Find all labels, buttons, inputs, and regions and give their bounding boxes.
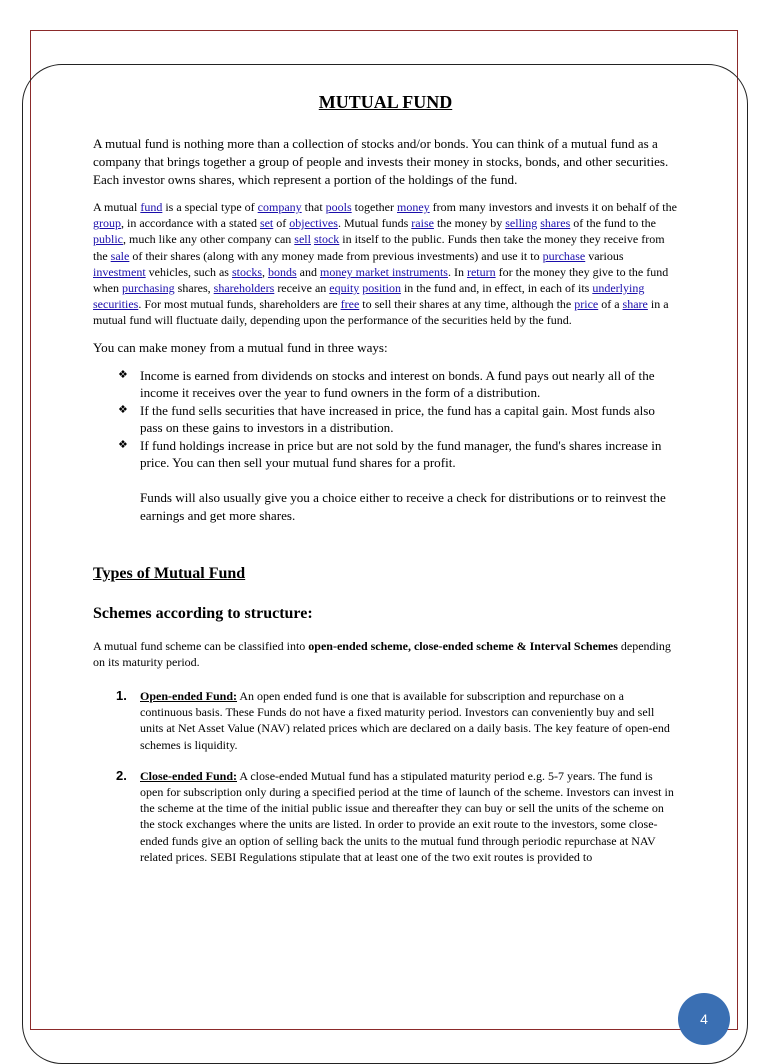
link-stocks[interactable]: stocks: [231, 264, 262, 279]
text-span: various: [585, 248, 624, 263]
link-objectives[interactable]: objectives: [289, 216, 338, 231]
list-item-text: Income is earned from dividends on stocks and interest on bonds. A fund pays out nearly all of the income it receives over the year to fund owners in the form of a distribution.: [140, 367, 655, 401]
link-sell[interactable]: sell: [294, 232, 311, 247]
text-span: A mutual: [93, 200, 141, 214]
list-item: [118, 437, 678, 472]
fund-label: Close-ended Fund:: [140, 768, 238, 783]
text-span: in itself to the public. Funds then take the money they receive from the: [93, 232, 665, 263]
text-span: . Mutual funds: [337, 216, 412, 231]
link-raise[interactable]: raise: [411, 216, 434, 231]
text-span: of the fund to the: [570, 216, 656, 231]
types-heading: Types of Mutual Fund: [93, 564, 246, 582]
link-set[interactable]: set: [259, 216, 274, 231]
text-span: in the fund and, in effect, in each of its: [400, 281, 593, 296]
text-span: of a: [598, 297, 623, 312]
diamond-bullet-icon: ❖: [118, 438, 128, 451]
fund-item-close-ended: [116, 767, 678, 865]
link-investment[interactable]: investment: [93, 264, 146, 279]
link-free[interactable]: free: [340, 297, 360, 312]
text-span: shares,: [174, 281, 214, 296]
fund-label: Open-ended Fund:: [140, 689, 238, 704]
link-money[interactable]: money: [397, 200, 430, 214]
link-selling[interactable]: selling: [505, 216, 538, 231]
link-public[interactable]: public: [93, 232, 123, 247]
schemes-paragraph: [93, 638, 678, 670]
text-span: . For most mutual funds, shareholders are: [138, 297, 341, 312]
list-number: 1.: [116, 688, 127, 704]
text-span: A mutual fund scheme can be classified into: [93, 638, 309, 653]
link-stock[interactable]: stock: [313, 232, 340, 247]
fund-description-bold-period: . Investors can conveniently buy and sell units at Net Asset Value (NAV) related prices which are declared on a daily basis. The key feature of open-end schemes is liquidity.: [140, 705, 670, 752]
text-span: of: [273, 216, 290, 231]
document-body: [93, 92, 678, 880]
text-span: that: [301, 200, 326, 214]
fund-item-open-ended: [116, 688, 678, 753]
link-fund[interactable]: fund: [140, 200, 163, 214]
list-item-text: If the fund sells securities that have increased in price, the fund has a capital gain. Most funds also pass on these gains to investors in a distribution.: [140, 402, 655, 436]
text-span: together: [351, 200, 397, 214]
text-span: . In: [447, 264, 467, 279]
scheme-types-bold: open-ended scheme, close-ended scheme & Interval Schemes: [308, 638, 618, 653]
distribution-note: Funds will also usually give you a choice either to receive a check for distributions or to reinvest the earnings and get more shares.: [140, 489, 666, 523]
link-shareholders[interactable]: shareholders: [213, 281, 275, 296]
intro-paragraph: A mutual fund is nothing more than a collection of stocks and/or bonds. You can think of a mutual fund as a company that brings together a group of people and invests their money in stocks, bonds, and other securities. Each investor owns shares, which represent a portion of the holdings of the fund.: [93, 136, 669, 187]
text-span: vehicles, such as: [145, 264, 232, 279]
link-purchase[interactable]: purchase: [542, 248, 586, 263]
link-underlying-securities[interactable]: underlying securities: [93, 281, 645, 312]
text-span: from many investors and invests it on behalf of the: [429, 200, 677, 214]
page-title: MUTUAL FUND: [318, 92, 453, 112]
text-span: in a mutual fund will fluctuate daily, depending upon the performance of the securities held by the fund.: [93, 297, 669, 328]
fund-types-list: [93, 688, 678, 865]
text-span: of their shares (along with any money made from previous investments) and use it to: [129, 248, 543, 263]
text-span: , much like any other company can: [123, 232, 295, 247]
link-price[interactable]: price: [574, 297, 599, 312]
link-sale[interactable]: sale: [110, 248, 130, 263]
ways-intro: You can make money from a mutual fund in three ways:: [93, 339, 388, 355]
link-share[interactable]: share: [622, 297, 648, 312]
link-return[interactable]: return: [466, 264, 496, 279]
text-span: and: [296, 264, 320, 279]
diamond-bullet-icon: ❖: [118, 403, 128, 416]
text-span: depending on its maturity period.: [93, 638, 671, 669]
link-pools[interactable]: pools: [325, 200, 352, 214]
text-span: the money by: [433, 216, 506, 231]
list-item: [118, 367, 678, 402]
definition-paragraph: [93, 199, 678, 329]
link-company[interactable]: company: [257, 200, 302, 214]
text-span: , in accordance with a stated: [121, 216, 260, 231]
link-equity[interactable]: equity: [329, 281, 360, 296]
text-span: for the money they give to the fund when: [93, 264, 669, 296]
link-purchasing[interactable]: purchasing: [122, 281, 175, 296]
list-number: 2.: [116, 767, 127, 783]
text-span: receive an: [274, 281, 330, 296]
fund-description: A close-ended Mutual fund has a stipulated maturity period e.g. 5-7 years. The fund is open for subscription only during a specified period at the time of launch of the scheme. Investors can invest in the scheme at the time of the initial public issue and thereafter they can buy or sell the units of the scheme on the stock exchanges where the units are listed. In order to provide an exit route to the investors, some close-ended funds give an option of selling back the units to the mutual fund through periodic repurchase at NAV related prices. SEBI Regulations stipulate that at least one of the two exit routes is provided to: [140, 768, 674, 864]
text-span: is a special type of: [162, 200, 258, 214]
text-span: ,: [261, 264, 268, 279]
link-group[interactable]: group: [93, 216, 121, 231]
list-item-text: If fund holdings increase in price but are not sold by the fund manager, the fund's shares increase in price. You can then sell your mutual fund shares for a profit.: [140, 437, 662, 471]
schemes-heading: Schemes according to structure:: [93, 604, 313, 622]
link-money-market-instruments[interactable]: money market instruments: [319, 264, 448, 279]
diamond-bullet-icon: ❖: [118, 368, 128, 381]
link-bonds[interactable]: bonds: [267, 264, 297, 279]
link-position[interactable]: position: [362, 281, 401, 296]
text-span: to sell their shares at any time, although the: [359, 297, 575, 312]
ways-list: [93, 367, 678, 472]
list-item: [118, 402, 678, 437]
link-shares[interactable]: shares: [540, 216, 571, 231]
page-number-badge: 4: [678, 993, 730, 1045]
fund-description: An open ended fund is one that is available for subscription and repurchase on a continuous basis. These Funds do not have a fixed maturity period: [140, 689, 624, 720]
